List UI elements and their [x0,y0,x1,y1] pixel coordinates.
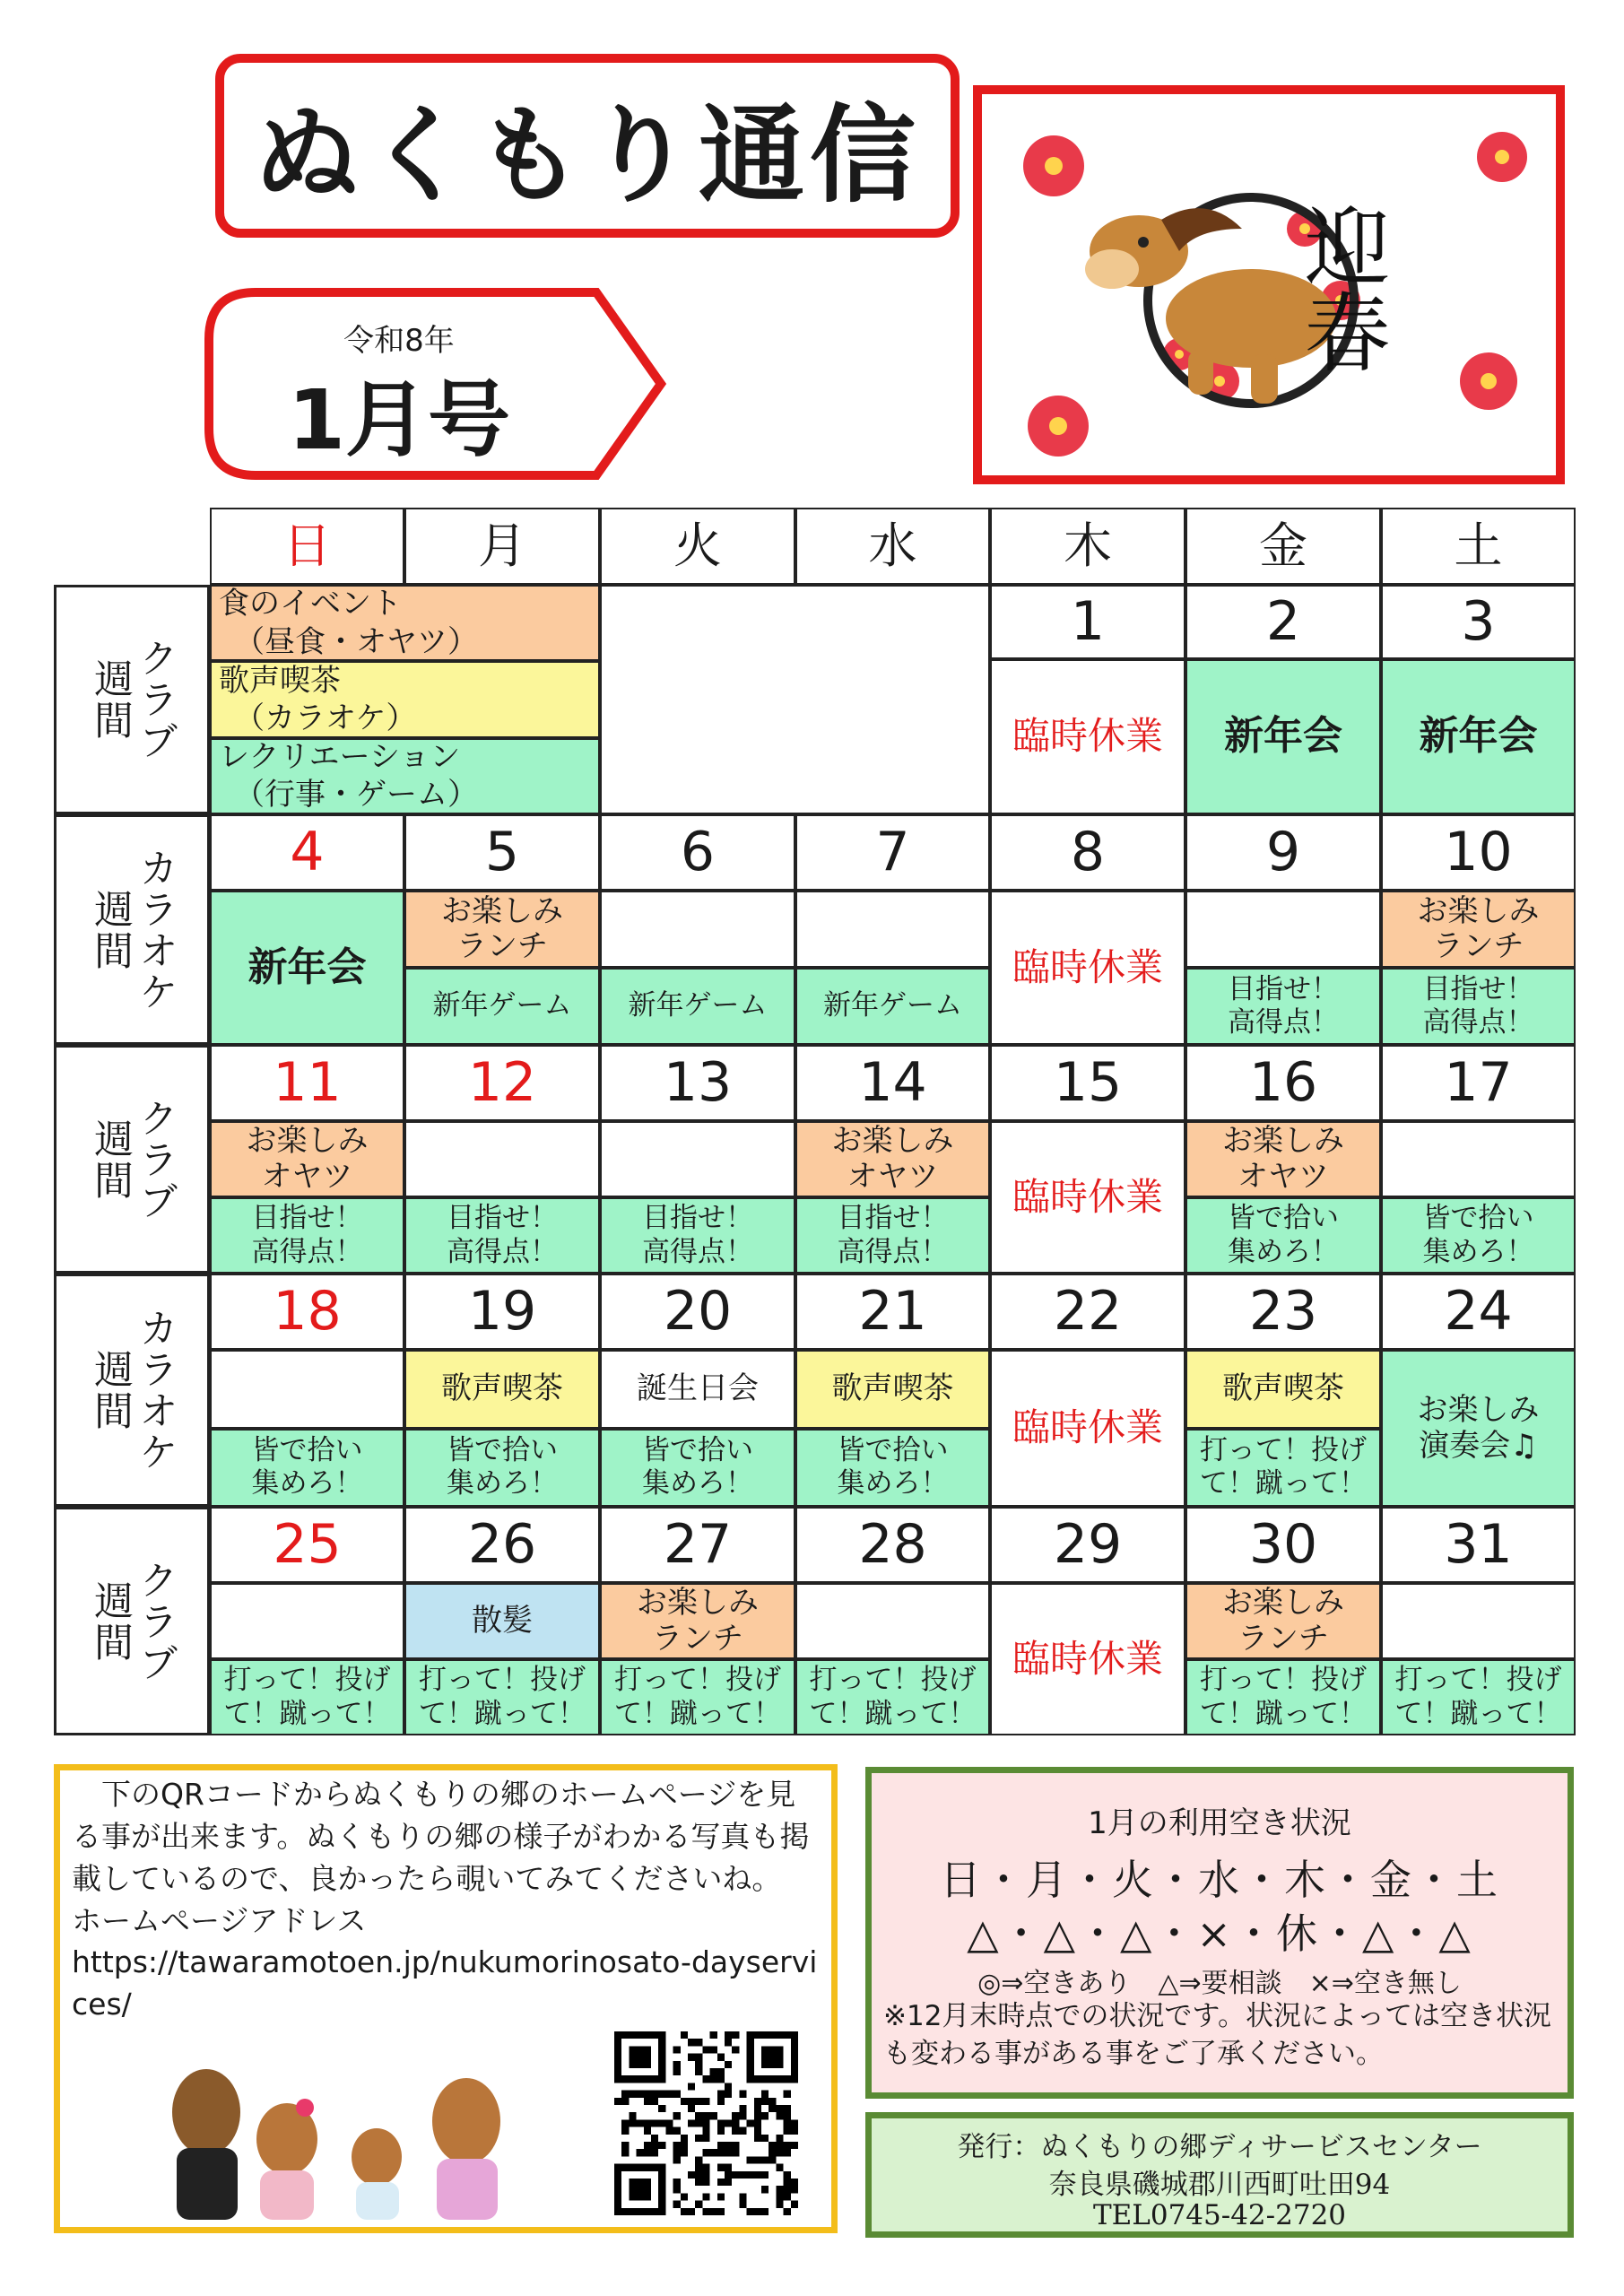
date-number: 29 [990,1507,1185,1583]
closed-day-label: 臨時休業 [990,891,1185,1045]
availability-note: ※12月末時点での状況です。状況によっては空き状況も変わる事がある事をご了承ください。 [883,2000,1551,2070]
weekday-header: 金 [1185,508,1381,585]
week-type-label-part: クラブ [132,1097,178,1222]
date-number: 30 [1185,1507,1381,1583]
event-cell: お楽しみ オヤツ [1185,1121,1381,1197]
publisher-name: 発行：ぬくもりの郷ディサービスセンター [957,2131,1482,2163]
date-number: 3 [1381,585,1576,659]
homepage-description: 下のQRコードからぬくもりの郷のホームページを見る事が出来ます。ぬくもりの郷の様子がわかる写真も掲載しているので、良かったら覗いてみてくださいね。 [72,1777,810,1896]
recreation-cell: 目指せ！ 高得点！ [404,1197,600,1274]
horse-icon [256,2099,317,2220]
date-number: 20 [600,1274,795,1350]
horse-icon [172,2069,240,2220]
homepage-url[interactable]: https://tawaramotoen.jp/nukumorinosato-dayservices/ [72,1944,818,2022]
event-new-year-party: 新年会 [1381,659,1576,814]
empty-cell [600,585,990,814]
recreation-cell: 目指せ！ 高得点！ [795,1197,990,1274]
week-type-label-part: 週間 [87,658,133,741]
event-cell [210,1583,404,1659]
activity-cell: お楽しみ 演奏会♫ [1381,1350,1576,1507]
event-cell [1381,1583,1576,1659]
qr-code[interactable] [614,2031,798,2215]
availability-title: 1月の利用空き状況 [1088,1805,1351,1841]
homepage-info-text [72,1774,825,2026]
recreation-cell: 目指せ！ 高得点！ [1381,968,1576,1045]
week-type-label-part: 週間 [87,888,133,971]
legend-meal: 食のイベント （昼食・オヤツ） [210,585,600,661]
recreation-cell: 目指せ！ 高得点！ [600,1197,795,1274]
horse-icon [432,2078,500,2220]
publisher-address: 奈良県磯城郡川西町吐田94 [1048,2169,1391,2201]
recreation-cell: 皆で拾い 集めろ！ [210,1429,404,1508]
event-cell: 歌声喫茶 [1185,1350,1381,1429]
event-cell [600,1121,795,1197]
date-number: 22 [990,1274,1185,1350]
newsletter-title: ぬくもり通信 [215,54,960,238]
date-number: 23 [1185,1274,1381,1350]
recreation-cell: 打って！投げ て！蹴って！ [795,1659,990,1735]
availability-status: △・△・△・×・休・△・△ [967,1909,1472,1958]
date-number: 9 [1185,814,1381,891]
event-cell: 散髪 [404,1583,600,1659]
legend-recreation: レクリエーション （行事・ゲーム） [210,738,600,814]
plum-blossom-icon [1460,352,1517,410]
date-number: 26 [404,1507,600,1583]
weekday-header: 月 [404,508,600,585]
date-number: 5 [404,814,600,891]
date-number: 1 [990,585,1185,659]
event-cell: お楽しみ ランチ [600,1583,795,1659]
week-type-label [54,585,210,814]
date-number: 18 [210,1274,404,1350]
recreation-cell: 打って！投げ て！蹴って！ [1185,1659,1381,1735]
weekday-header: 木 [990,508,1185,585]
event-cell: お楽しみ ランチ [1185,1583,1381,1659]
weekday-header: 火 [600,508,795,585]
issue-month: 1月号 [287,372,510,468]
recreation-cell: 打って！投げ て！蹴って！ [600,1659,795,1735]
date-number: 17 [1381,1045,1576,1121]
event-cell [600,891,795,968]
new-year-illustration [973,85,1565,484]
week-type-label [54,1507,210,1735]
date-number: 15 [990,1045,1185,1121]
event-cell: 歌声喫茶 [795,1350,990,1429]
week-type-label-part: カラオケ [132,1308,178,1473]
date-number: 31 [1381,1507,1576,1583]
date-number: 19 [404,1274,600,1350]
event-new-year-party: 新年会 [1185,659,1381,814]
week-type-label-part: 週間 [87,1118,133,1201]
horse-family-illustration [157,2049,534,2224]
week-type-label-part: カラオケ [132,847,178,1013]
recreation-cell: 目指せ！ 高得点！ [210,1197,404,1274]
event-cell [795,1583,990,1659]
event-cell [1381,1121,1576,1197]
date-number: 2 [1185,585,1381,659]
week-type-label-part: クラブ [132,1559,178,1683]
date-number: 21 [795,1274,990,1350]
event-cell [1185,891,1381,968]
weekday-header: 日 [210,508,404,585]
date-number: 10 [1381,814,1576,891]
date-number: 28 [795,1507,990,1583]
recreation-cell: 打って！投げ て！蹴って！ [210,1659,404,1735]
availability-legend: ◎⇒空きあり △⇒要相談 ×⇒空き無し [977,1968,1462,1999]
recreation-cell: 新年ゲーム [795,968,990,1045]
publisher-tel: TEL0745-42-2720 [1092,2199,1347,2231]
week-type-label-part: 週間 [87,1579,133,1663]
recreation-cell: 新年ゲーム [404,968,600,1045]
availability-days: 日・月・火・水・木・金・土 [940,1856,1499,1904]
date-number: 7 [795,814,990,891]
date-number: 24 [1381,1274,1576,1350]
homepage-address-label: ホームページアドレス [72,1902,367,1938]
event-cell [210,1350,404,1429]
recreation-cell: 新年ゲーム [600,968,795,1045]
issue-era: 令和8年 [343,323,455,359]
recreation-cell: 皆で拾い 集めろ！ [404,1429,600,1508]
event-cell: お楽しみ ランチ [1381,891,1576,968]
date-number: 16 [1185,1045,1381,1121]
horse-icon [352,2128,402,2220]
weekday-header: 水 [795,508,990,585]
week-type-label-part: 週間 [87,1349,133,1431]
legend-karaoke: 歌声喫茶 （カラオケ） [210,661,600,737]
date-number: 27 [600,1507,795,1583]
date-number: 11 [210,1045,404,1121]
horse-plum-illustration [982,94,1556,475]
plum-blossom-icon [1028,396,1089,457]
date-number: 4 [210,814,404,891]
recreation-cell: 皆で拾い 集めろ！ [1381,1197,1576,1274]
date-number: 12 [404,1045,600,1121]
plum-blossom-icon [1023,135,1084,196]
recreation-cell: 目指せ！ 高得点！ [1185,968,1381,1045]
closed-day-label: 臨時休業 [990,1350,1185,1507]
event-cell: お楽しみ ランチ [404,891,600,968]
event-cell: お楽しみ オヤツ [210,1121,404,1197]
recreation-cell: 皆で拾い 集めろ！ [1185,1197,1381,1274]
week-type-label [54,1274,210,1507]
closed-day-label: 臨時休業 [990,1583,1185,1735]
event-cell [795,891,990,968]
weekday-header: 土 [1381,508,1576,585]
date-number: 13 [600,1045,795,1121]
date-number: 25 [210,1507,404,1583]
event-cell: 歌声喫茶 [404,1350,600,1429]
greeting-text: 迎春 [1290,202,1391,374]
week-type-label [54,1045,210,1274]
recreation-cell: 皆で拾い 集めろ！ [600,1429,795,1508]
date-number: 6 [600,814,795,891]
date-number: 14 [795,1045,990,1121]
closed-day-label: 臨時休業 [990,1121,1185,1274]
week-type-label [54,814,210,1045]
event-cell: 誕生日会 [600,1350,795,1429]
event-cell: お楽しみ オヤツ [795,1121,990,1197]
closed-day-label: 臨時休業 [990,659,1185,814]
week-type-label-part: クラブ [132,638,178,761]
plum-blossom-icon [1477,132,1527,182]
event-cell [404,1121,600,1197]
recreation-cell: 打って！投げ て！蹴って！ [1381,1659,1576,1735]
date-number: 8 [990,814,1185,891]
recreation-cell: 皆で拾い 集めろ！ [795,1429,990,1508]
recreation-cell: 打って！投げ て！蹴って！ [404,1659,600,1735]
activity-cell: 新年会 [210,891,404,1045]
recreation-cell: 打って！投げ て！蹴って！ [1185,1429,1381,1508]
